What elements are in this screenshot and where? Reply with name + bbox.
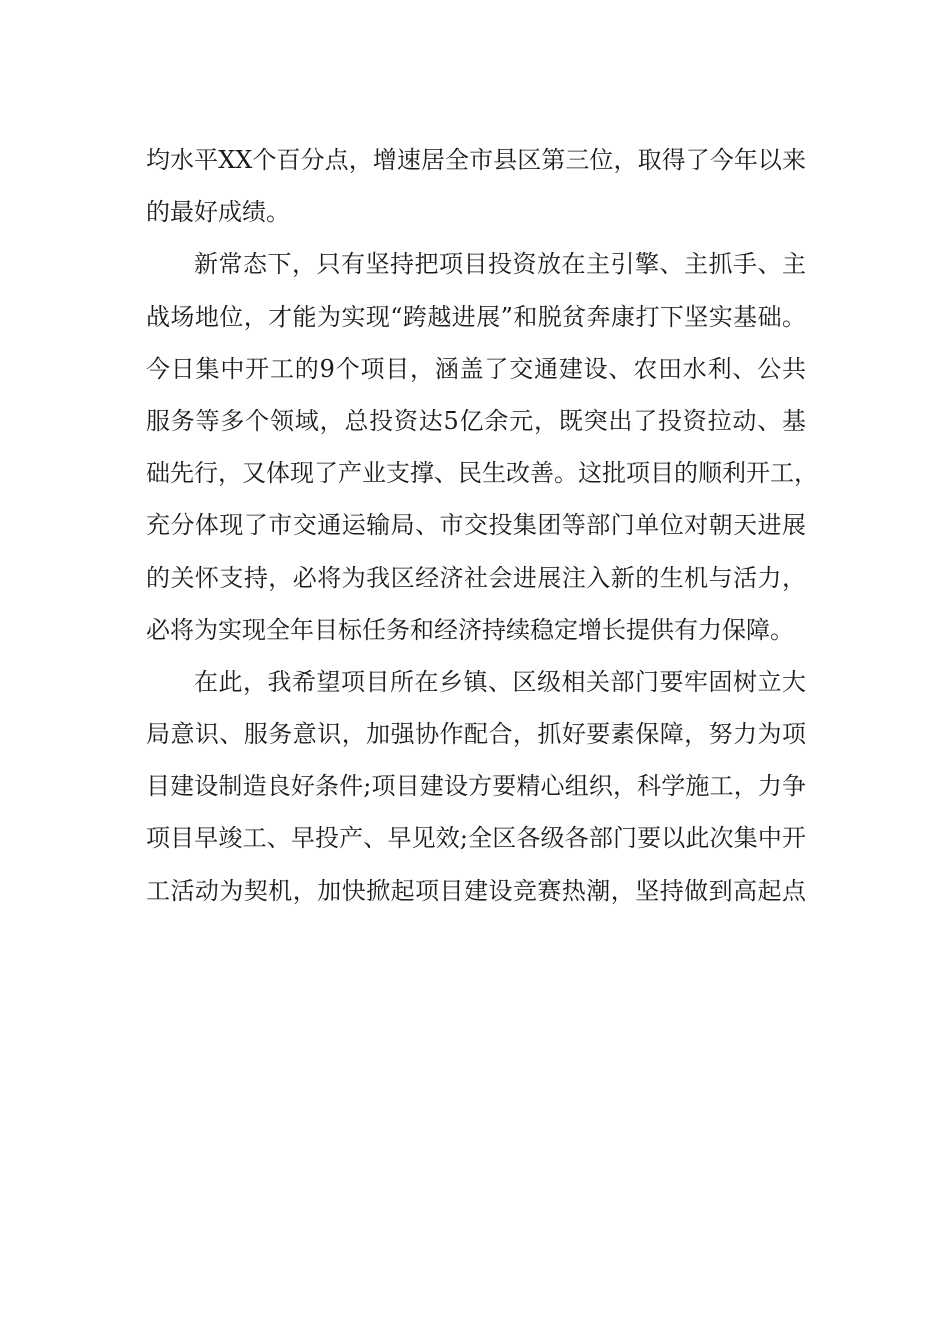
text-line: 的关怀支持，必将为我区经济社会进展注入新的生机与活力， [146,563,806,592]
text-line: 项目早竣工、早投产、早见效;全区各级各部门要以此次集中开 [146,824,806,853]
text-line: 今日集中开工的9个项目，涵盖了交通建设、农田水利、公共 [146,354,806,383]
text-line: 目建设制造良好条件;项目建设方要精心组织，科学施工，力争 [146,772,806,801]
text-line: 的最好成绩。 [146,198,290,227]
text-line: 必将为实现全年目标任务和经济持续稳定增长提供有力保障。 [146,615,794,644]
text-line: 础先行，又体现了产业支撑、民生改善。这批项目的顺利开工， [146,459,818,488]
text-line: 服务等多个领域，总投资达5亿余元，既突出了投资拉动、基 [146,406,806,435]
paragraph-first-line: 新常态下，只有坚持把项目投资放在主引擎、主抓手、主 [194,250,806,279]
text-line: 充分体现了市交通运输局、市交投集团等部门单位对朝天进展 [146,511,806,540]
text-line: 战场地位，才能为实现“跨越进展”和脱贫奔康打下坚实基础。 [146,302,806,331]
body-text [146,134,818,917]
text-line: 工活动为契机，加快掀起项目建设竞赛热潮，坚持做到高起点 [146,876,806,905]
text-line: 局意识、服务意识，加强协作配合，抓好要素保障，努力为项 [146,720,806,749]
text-line: 均水平XX个百分点，增速居全市县区第三位，取得了今年以来 [146,146,806,174]
paragraph-first-line: 在此，我希望项目所在乡镇、区级相关部门要牢固树立大 [194,667,806,696]
